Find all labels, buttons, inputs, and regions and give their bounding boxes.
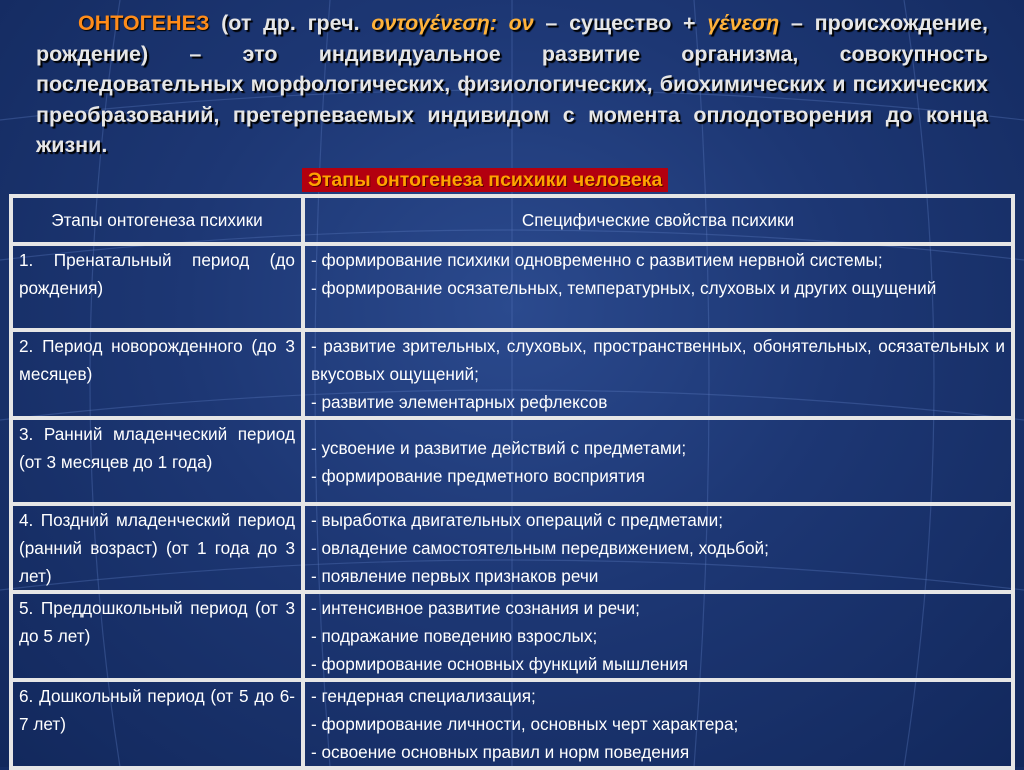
- table-header-row: [11, 196, 1013, 244]
- property-item: - формирование психики одновременно с развитием нервной системы;: [311, 250, 883, 270]
- property-item: - освоение основных правил и норм поведения: [311, 742, 690, 762]
- properties-cell: [303, 504, 1013, 592]
- table-row: [11, 418, 1013, 504]
- stage-cell: 3. Ранний младенческий период (от 3 месяцев до 1 года): [11, 418, 303, 504]
- property-item: - формирование осязательных, температурных, слуховых и других ощущений: [311, 278, 937, 298]
- property-item: - выработка двигательных операций с предметами;: [311, 510, 723, 530]
- property-item: - подражание поведению взрослых;: [311, 626, 598, 646]
- header-properties: Специфические свойства психики: [303, 196, 1013, 244]
- property-item: - формирование предметного восприятия: [311, 466, 645, 486]
- ontogenesis-stages-table: [9, 194, 1015, 770]
- header-stages: Этапы онтогенеза психики: [11, 196, 303, 244]
- property-item: - развитие зрительных, слуховых, пространственных, обонятельных, осязательных и вкусовых ощущений;: [311, 336, 1005, 384]
- property-item: - появление первых признаков речи: [311, 566, 599, 586]
- stage-cell: 1. Пренатальный период (до рождения): [11, 244, 303, 330]
- property-item: - развитие элементарных рефлексов: [311, 392, 608, 412]
- property-item: - гендерная специализация;: [311, 686, 536, 706]
- greek-word-2: γένεση: [707, 11, 780, 35]
- table-row: [11, 330, 1013, 418]
- property-item: - формирование личности, основных черт характера;: [311, 714, 739, 734]
- property-item: - формирование основных функций мышления: [311, 654, 689, 674]
- properties-cell: [303, 418, 1013, 504]
- intro-text-1: (от др. греч.: [221, 11, 360, 35]
- properties-cell: [303, 330, 1013, 418]
- stage-cell: 5. Преддошкольный период (от 3 до 5 лет): [11, 592, 303, 680]
- property-item: - овладение самостоятельным передвижением, ходьбой;: [311, 538, 769, 558]
- table-row: [11, 244, 1013, 330]
- stage-cell: 4. Поздний младенческий период (ранний возраст) (от 1 года до 3 лет): [11, 504, 303, 592]
- table-row: [11, 504, 1013, 592]
- property-item: - интенсивное развитие сознания и речи;: [311, 598, 640, 618]
- intro-text-2: – существо +: [545, 11, 696, 35]
- intro-paragraph: [36, 8, 988, 161]
- properties-cell: [303, 592, 1013, 680]
- greek-word-1: οντογένεση: ον: [371, 11, 534, 35]
- table-row: [11, 680, 1013, 768]
- table-row: [11, 592, 1013, 680]
- properties-cell: [303, 244, 1013, 330]
- section-title: Этапы онтогенеза психики человека: [302, 168, 668, 192]
- intro-text-3: – происхождение, рождение) – это индивидуальное развитие организма, совокупность последовательных морфологических, физиологических, биохимических и психических преобразований, претерпеваемых индивидом с момента оплодотворения до конца жизни.: [36, 11, 988, 157]
- properties-cell: [303, 680, 1013, 768]
- property-item: - усвоение и развитие действий с предметами;: [311, 438, 687, 458]
- term-ontogenesis: ОНТОГЕНЕЗ: [78, 11, 210, 35]
- stage-cell: 6. Дошкольный период (от 5 до 6-7 лет): [11, 680, 303, 768]
- stage-cell: 2. Период новорожденного (до 3 месяцев): [11, 330, 303, 418]
